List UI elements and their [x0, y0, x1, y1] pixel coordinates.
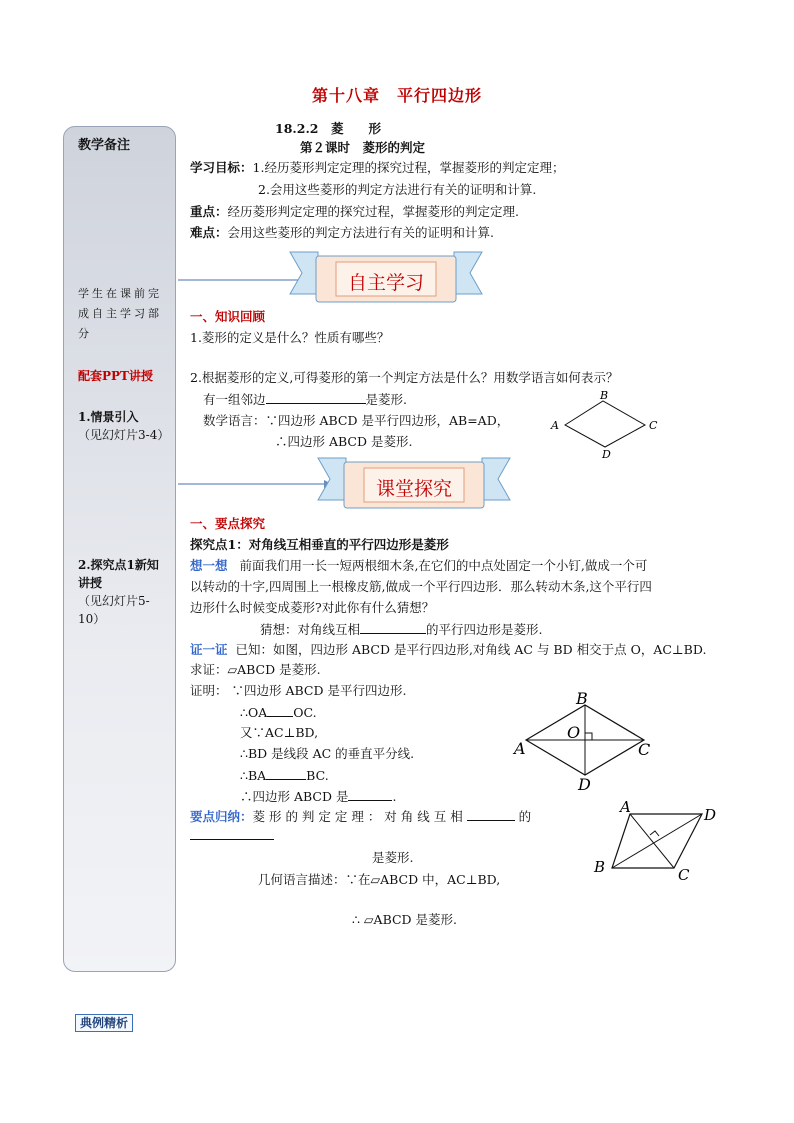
objectives-text-1: 1.经历菱形判定定理的探究过程，掌握菱形的判定定理； [252, 160, 565, 175]
summary-blank-1[interactable] [467, 808, 515, 821]
geo-line-2: ∴ ▱ABCD 是菱形. [352, 912, 458, 927]
proof-line-3: 又∵AC⊥BD, [240, 725, 319, 740]
difficult-point [190, 225, 494, 241]
think-line-1 [190, 558, 647, 574]
guess [260, 621, 543, 638]
proof-line-5 [240, 767, 329, 784]
proof-5-post: BC. [306, 768, 329, 783]
proof-2-post: OC. [293, 705, 317, 720]
guess-pre: 猜想：对角线互相 [260, 622, 361, 637]
fig3-label-d: D [704, 806, 717, 824]
banner-class-explore-label: 课堂探究 [375, 478, 452, 500]
sidebar-title: 教学备注 [78, 138, 131, 153]
fig3-label-b: B [594, 858, 606, 876]
fig2-label-d: D [578, 775, 591, 794]
sidebar-item-2-title: 2.探究点1新知讲授 [78, 558, 159, 590]
sidebar-item-1-title: 1.情景引入 [78, 410, 139, 424]
proof-6-pre: ∴四边形 ABCD 是 [240, 789, 349, 804]
explore-heading: 一、要点探究 [190, 516, 266, 531]
review-q1: 1.菱形的定义是什么？性质有哪些？ [190, 330, 390, 345]
review-q2: 2.根据菱形的定义,可得菱形的第一个判定方法是什么？用数学语言如何表示？ [190, 370, 619, 385]
review-fill-post: 是菱形. [365, 392, 407, 407]
summary-text: 菱 形 的 判 定 定 理 ： 对 角 线 互 相 [252, 809, 463, 824]
rhombus-figure-1 [548, 390, 660, 460]
proof-5-blank[interactable] [266, 767, 306, 780]
example-analysis-label: 典例精析 [75, 1014, 133, 1032]
to-prove: 求证：▱ABCD 是菱形. [190, 662, 321, 677]
key-point-text: 经历菱形判定定理的探究过程，掌握菱形的判定定理. [227, 204, 519, 219]
objectives-label: 学习目标： [190, 160, 253, 175]
difficult-point-label: 难点： [190, 225, 228, 240]
sidebar-item-2 [78, 556, 170, 628]
key-point [190, 204, 519, 220]
review-math-1 [203, 413, 509, 429]
given-text: 已知：如图，四边形 ABCD 是平行四边形,对角线 AC 与 BD 相交于点 O，AC⊥BD. [235, 642, 707, 657]
review-math-label: 数学语言： [203, 413, 266, 428]
proof-2-blank[interactable] [267, 704, 293, 717]
explore-point-1: 探究点1：对角线互相垂直的平行四边形是菱形 [190, 537, 449, 552]
review-fill-pre: 有一组邻边 [203, 392, 266, 407]
prove-line [190, 642, 706, 658]
sidebar-item-2-ref: （见幻灯片5-10） [78, 594, 150, 626]
proof-2-pre: ∴OA [240, 705, 268, 720]
geo-line-1: 几何语言描述：∵在▱ABCD 中，AC⊥BD, [258, 872, 501, 887]
review-fill [203, 391, 407, 408]
sidebar-item-1 [78, 408, 170, 444]
arrow-line-2 [176, 474, 336, 494]
summary-label: 要点归纳： [190, 809, 253, 824]
fig2-label-o: O [567, 723, 581, 742]
proof-6-post: . [392, 789, 397, 804]
guess-blank[interactable] [360, 621, 426, 634]
summary-line-2: 是菱形. [372, 850, 414, 865]
think-text-1: 前面我们用一长一短两根细木条,在它们的中点处固定一个小钉,做成一个可 [239, 558, 648, 573]
sidebar-note: 学生在课前完成自主学习部分 [78, 287, 162, 340]
banner-self-study-label: 自主学习 [347, 272, 424, 294]
sidebar-item-1-ref: （见幻灯片3-4） [78, 428, 170, 442]
proof-line-1 [190, 683, 406, 699]
fig1-label-c: C [649, 419, 658, 432]
difficult-point-text: 会用这些菱形的判定方法进行有关的证明和计算. [227, 225, 494, 240]
think-line-2: 以转动的十字,四周围上一根橡皮筋,做成一个平行四边形．那么转动木条,这个平行四 [190, 579, 652, 594]
summary-line [190, 808, 531, 825]
proof-label: 证明： [190, 683, 228, 698]
rhombus-figure-3 [590, 798, 724, 884]
fig3-label-c: C [678, 866, 690, 884]
prove-label: 证一证 [190, 642, 228, 657]
chapter-title: 第十八章 平行四边形 [311, 86, 482, 105]
fig2-label-c: C [638, 740, 651, 759]
think-label: 想一想 [190, 558, 228, 573]
rhombus-figure-2 [512, 690, 662, 794]
guess-post: 的平行四边形是菱形. [426, 622, 543, 637]
fig2-label-a: A [514, 739, 526, 758]
fig2-label-b: B [576, 690, 588, 708]
proof-line-4: ∴BD 是线段 AC 的垂直平分线. [240, 746, 415, 761]
sidebar-ppt-label: 配套PPT讲授 [78, 369, 153, 383]
proof-6-blank[interactable] [348, 788, 392, 801]
proof-line-6 [240, 788, 396, 805]
teaching-notes-sidebar [63, 126, 176, 972]
fig3-label-a: A [620, 798, 631, 816]
lesson-title: 第２课时 菱形的判定 [300, 140, 426, 155]
key-point-label: 重点： [190, 204, 228, 219]
summary-blank-2[interactable] [190, 839, 274, 840]
section-title: 18.2.2 菱 形 [275, 121, 381, 136]
proof-5-pre: ∴BA [240, 768, 267, 783]
review-heading: 一、知识回顾 [190, 309, 266, 324]
fig1-label-a: A [551, 419, 559, 432]
fig1-label-d: D [602, 448, 611, 460]
objectives-line-1 [190, 160, 564, 176]
fig1-label-b: B [600, 390, 609, 402]
proof-line-2 [240, 704, 317, 721]
summary-text-2: 的 [518, 809, 532, 824]
review-math-1-text: ∵四边形 ABCD 是平行四边形，AB=AD， [265, 413, 510, 428]
objectives-line-2: 2.会用这些菱形的判定方法进行有关的证明和计算. [258, 182, 537, 197]
review-math-2: ∴四边形 ABCD 是菱形. [275, 434, 413, 449]
think-line-3: 边形什么时候变成菱形?对此你有什么猜想？ [190, 600, 435, 615]
proof-1-text: ∵四边形 ABCD 是平行四边形. [231, 683, 407, 698]
review-fill-blank[interactable] [266, 391, 366, 404]
